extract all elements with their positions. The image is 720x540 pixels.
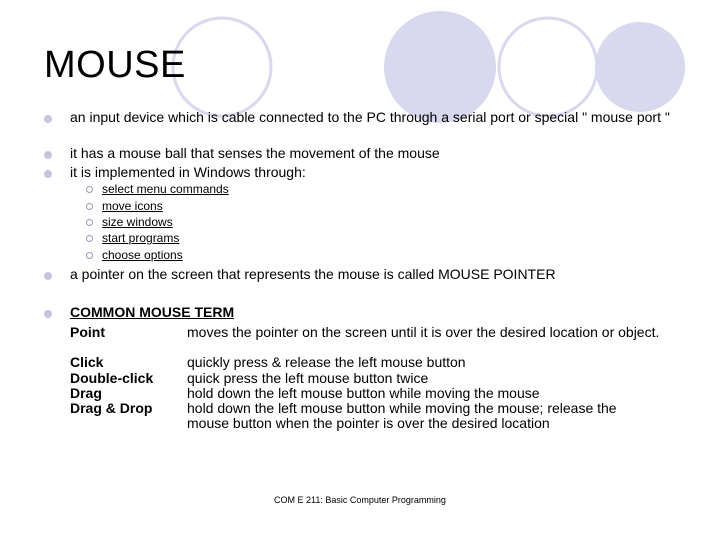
- bullet-text: a pointer on the screen that represents the mouse is called MOUSE POINTER: [70, 266, 556, 282]
- slide-title: MOUSE: [44, 44, 186, 86]
- term-definition: moves the pointer on the screen until it is over the desired location or object.: [187, 324, 660, 340]
- term-label: Double-click: [70, 370, 154, 386]
- bullet-icon: [44, 115, 52, 123]
- circle-filled: [595, 22, 685, 112]
- bullet-text: it has a mouse ball that senses the movement of the mouse: [70, 145, 440, 161]
- circle-bullet-icon: [86, 203, 93, 210]
- bullet-icon: [44, 310, 52, 318]
- term-definition: hold down the left mouse button while moving the mouse; release the mouse button when the pointer is over the desired location: [187, 400, 617, 431]
- circle-outline: [173, 18, 271, 116]
- term-label: Drag & Drop: [70, 400, 153, 416]
- bullet-text: an input device which is cable connected to the PC through a serial port or special " mouse port ": [70, 109, 670, 125]
- term-definition: quickly press & release the left mouse button: [187, 354, 466, 370]
- sub-item: size windows: [102, 215, 173, 229]
- sub-item: start programs: [102, 231, 180, 245]
- term-label: Click: [70, 354, 104, 370]
- circle-filled: [384, 11, 496, 123]
- circle-outline: [499, 18, 597, 116]
- term-definition: quick press the left mouse button twice: [187, 370, 429, 386]
- term-label: Drag: [70, 385, 102, 401]
- bullet-text: it is implemented in Windows through:: [70, 164, 306, 180]
- term-label: Point: [70, 324, 105, 340]
- bullet-icon: [44, 272, 52, 280]
- sub-item: move icons: [102, 199, 163, 213]
- circle-bullet-icon: [86, 235, 93, 242]
- term-definition: hold down the left mouse button while moving the mouse: [187, 385, 540, 401]
- circle-bullet-icon: [86, 252, 93, 259]
- circle-bullet-icon: [86, 219, 93, 226]
- sub-item: choose options: [102, 248, 183, 262]
- terms-heading: COMMON MOUSE TERM: [70, 304, 235, 320]
- circle-bullet-icon: [86, 186, 93, 193]
- sub-item: select menu commands: [102, 182, 229, 196]
- bullet-icon: [44, 151, 52, 159]
- bullet-icon: [44, 170, 52, 178]
- slide-footer: COM E 211: Basic Computer Programming: [274, 495, 446, 505]
